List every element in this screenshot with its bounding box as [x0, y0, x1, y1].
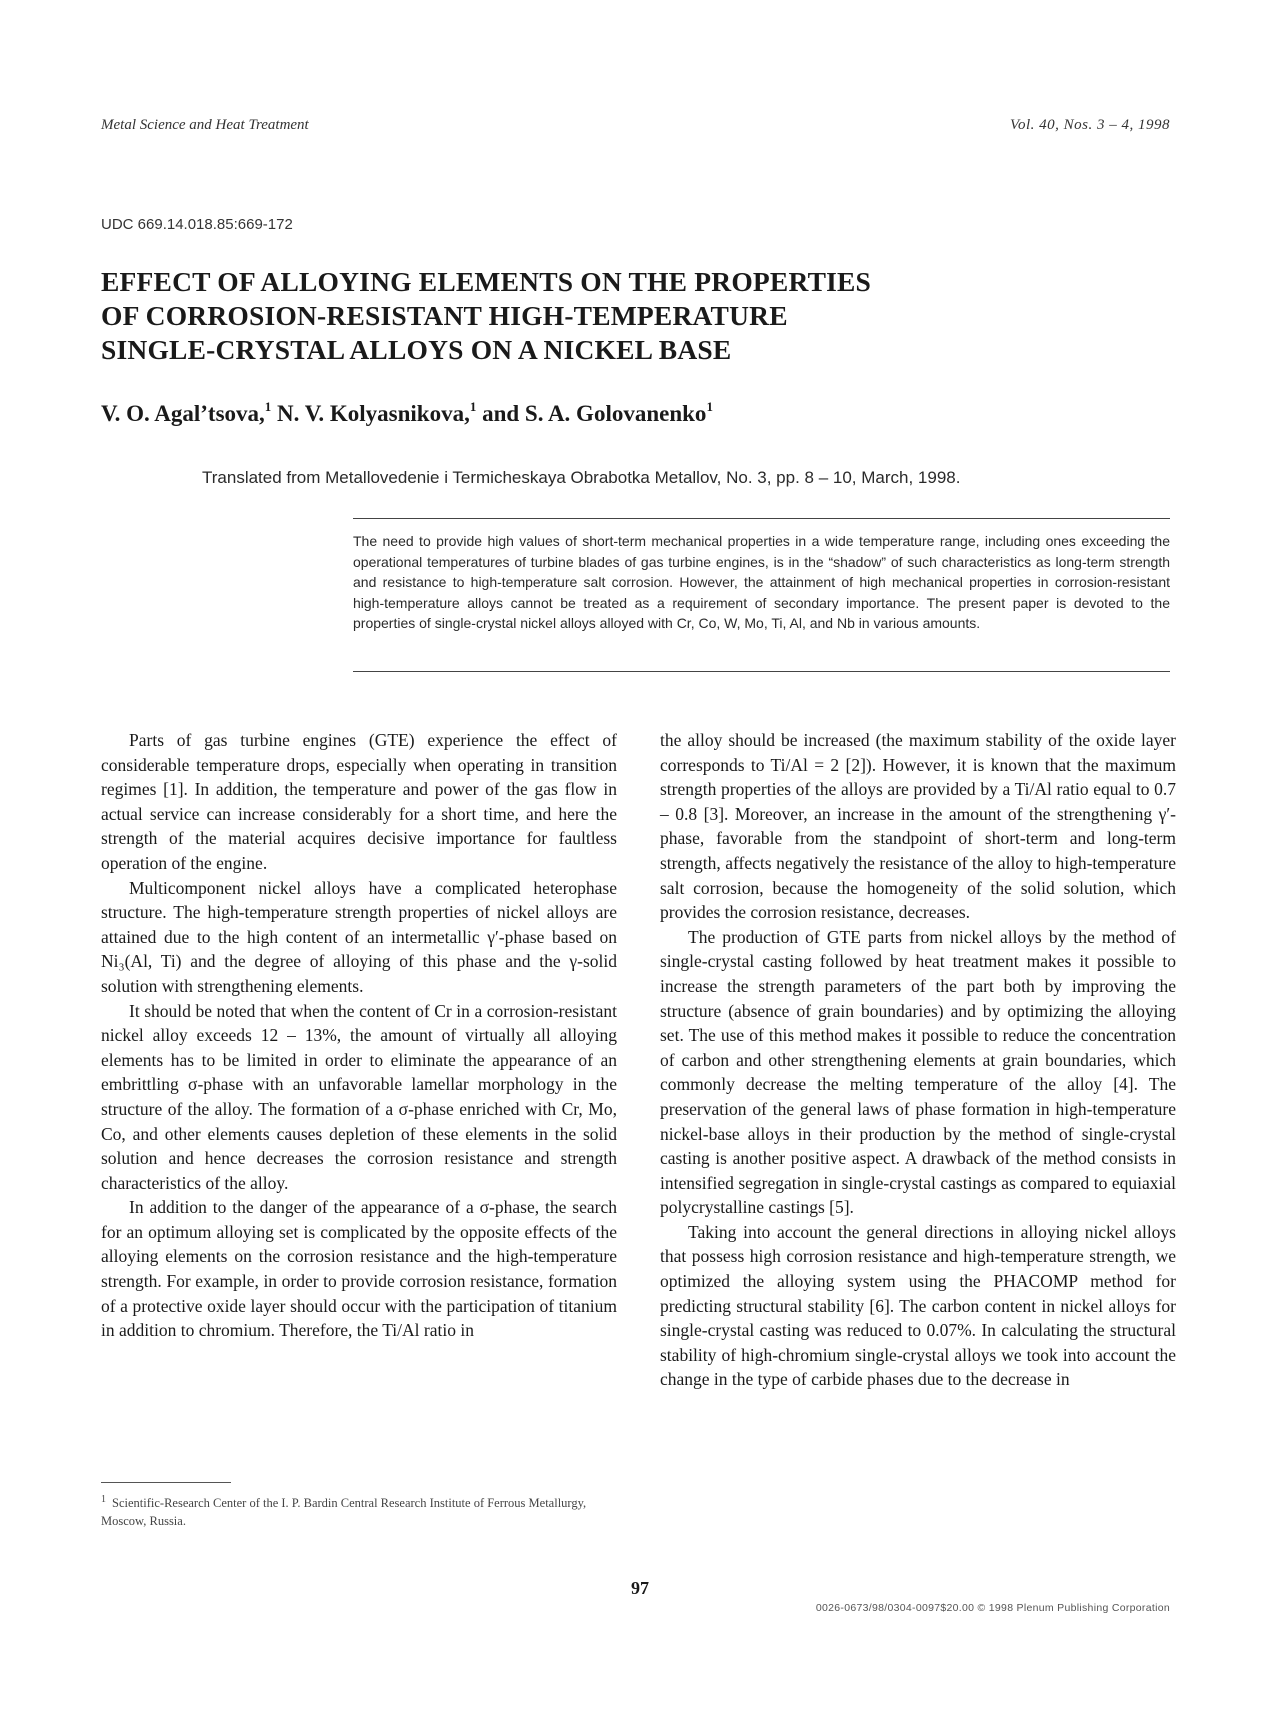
footnote: [101, 1491, 617, 1530]
paragraph: Parts of gas turbine engines (GTE) experience the effect of considerable temperature drops, especially when operating in transition regimes [1]. In addition, the temperature and power of the gas flow in actual service can increase considerably for a short time, and here the strength of the material acquires decisive importance for faultless operation of the engine.: [101, 730, 617, 873]
paragraph: The production of GTE parts from nickel alloys by the method of single-crystal casting followed by heat treatment makes it possible to increase the strength parameters of the part both by improving the structure (absence of grain boundaries) and by optimizing the alloying set. The use of this method makes it possible to reduce the concentration of carbon and other strengthening elements at grain boundaries, which commonly decrease the melting temperature of the alloy [4]. The preservation of the general laws of phase formation in high-temperature nickel-base alloys in their production by the method of single-crystal casting is another positive aspect. A drawback of the method consists in intensified segregation in single-crystal castings as compared to equiaxial polycrystalline castings [5].: [660, 926, 1176, 1218]
paragraph: Multicomponent nickel alloys have a complicated heterophase structure. The high-temperature strength properties of nickel alloys are attained due to the high content of an intermetallic γ′-phase based on Ni₃(Al, Ti) and the degree of alloying of this phase and the γ-solid solution with strengthening elements.: [101, 877, 617, 996]
paragraph: In addition to the danger of the appearance of a σ-phase, the search for an optimum alloying set is complicated by the opposite effects of the alloying elements on the corrosion resistance and the high-temperature strength. For example, in order to provide corrosion resistance, formation of a protective oxide layer should occur with the participation of titanium in addition to chromium. Therefore, the Ti/Al ratio in: [101, 1197, 617, 1341]
title-line-2: OF CORROSION-RESISTANT HIGH-TEMPERATURE: [101, 300, 788, 331]
footnote-rule: [101, 1482, 231, 1483]
body-column-right: [660, 728, 1176, 1392]
paragraph: the alloy should be increased (the maximum stability of the oxide layer corresponds to Ti/Al = 2 [2]). However, it is known that the maximum strength properties of the alloys are provided by a Ti/Al ratio equal to 0.7 – 0.8 [3]. Moreover, an increase in the amount of the strengthening γ′-phase, favorable from the standpoint of short-term and long-term strength, affects negatively the resistance of the alloy to high-temperature salt corrosion, because the homogeneity of the solid solution, which provides the corrosion resistance, decreases.: [660, 730, 1176, 923]
translation-note: Translated from Metallovedenie i Termicheskaya Obrabotka Metallov, No. 3, pp. 8 – 10, March, 1998.: [202, 468, 961, 487]
author-2: N. V. Kolyasnikova,: [277, 401, 470, 426]
abstract-text: The need to provide high values of short-term mechanical properties in a wide temperature range, including ones exceeding the operational temperatures of turbine blades of gas turbine engines, is in the “shadow” of such characteristics as long-term strength and resistance to high-temperature salt corrosion. However, the attainment of high mechanical properties in corrosion-resistant high-temperature alloys cannot be treated as a requirement of secondary importance. The present paper is devoted to the properties of single-crystal nickel alloys alloyed with Cr, Co, W, Mo, Ti, Al, and Nb in various amounts.: [353, 533, 1170, 631]
author-1: V. O. Agal’tsova,: [101, 401, 265, 426]
abstract-top-rule: [353, 518, 1170, 519]
page-number: 97: [631, 1578, 649, 1598]
title-line-3: SINGLE-CRYSTAL ALLOYS ON A NICKEL BASE: [101, 334, 732, 365]
affiliation-mark: 1: [706, 399, 713, 414]
udc-code: UDC 669.14.018.85:669-172: [101, 216, 293, 233]
paragraph: Taking into account the general directions in alloying nickel alloys that possess high corrosion resistance and high-temperature strength, we optimized the alloying system using the PHACOMP method for predicting structural stability [6]. The carbon content in nickel alloys for single-crystal casting was reduced to 0.07%. In calculating the structural stability of high-chromium single-crystal alloys we took into account the change in the type of carbide phases due to the decrease in: [660, 1221, 1176, 1390]
affiliation-mark: 1: [469, 399, 477, 414]
journal-name: Metal Science and Heat Treatment: [101, 117, 309, 133]
abstract-bottom-rule: [353, 671, 1170, 672]
author-list: [101, 401, 713, 427]
footnote-mark: 1: [101, 1494, 106, 1505]
footnote-text: Scientific-Research Center of the I. P. Bardin Central Research Institute of Ferrous Metallurgy, Moscow, Russia.: [101, 1496, 587, 1528]
affiliation-mark: 1: [264, 399, 272, 414]
body-column-left: [101, 728, 617, 1343]
copyright-line: 0026-0673/98/0304-0097$20.00 © 1998 Plenum Publishing Corporation: [815, 1602, 1170, 1614]
author-3: and S. A. Golovanenko: [482, 401, 707, 426]
article-title: [101, 265, 1161, 367]
paragraph: It should be noted that when the content of Cr in a corrosion-resistant nickel alloy exceeds 12 – 13%, the amount of virtually all alloying elements has to be limited in order to eliminate the appearance of an embrittling σ-phase with an unfavorable lamellar morphology in the structure of the alloy. The formation of a σ-phase enriched with Cr, Mo, Co, and other elements causes depletion of these elements in the solid solution and hence decreases the corrosion resistance and strength characteristics of the alloy.: [101, 1000, 617, 1193]
volume-info: Vol. 40, Nos. 3 – 4, 1998: [1009, 117, 1170, 133]
title-line-1: EFFECT OF ALLOYING ELEMENTS ON THE PROPERTIES: [101, 266, 872, 297]
